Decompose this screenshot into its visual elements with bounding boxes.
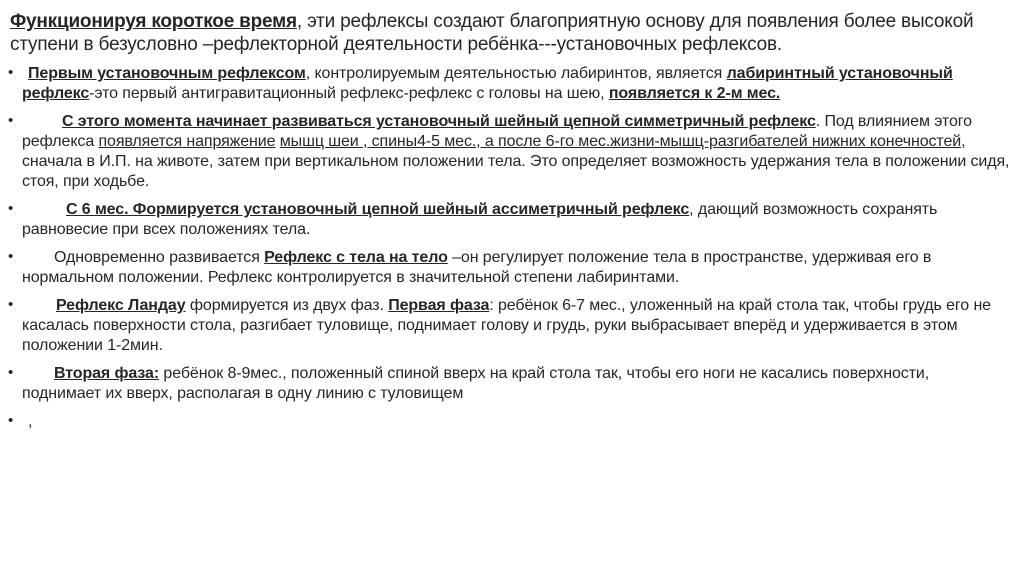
- item-text: –он регулирует положение тела в пространстве, удерживая его в нормальном положении. Рефлекс контролируется в значительной степени лабиринтами.: [22, 249, 932, 286]
- title-rest: , эти рефлексы создают благоприятную основу для появления более высокой ступени в безусловно –рефлекторной деятельности ребёнка---установочных рефлексов.: [10, 11, 974, 55]
- item-text: мышц шеи , спины4-5 мес., а после 6-го мес.жизни-мышц-разгибателей нижних конечностей: [279, 133, 962, 150]
- bullet-list: [6, 64, 1010, 432]
- item-text: , дающий возможность сохранять равновесие при всех положениях тела.: [22, 201, 938, 238]
- slide-title: [10, 10, 1010, 56]
- item-text: Рефлекс с тела на тело: [264, 249, 448, 266]
- list-item: [6, 200, 1010, 240]
- item-text: Первая фаза: [388, 297, 490, 314]
- item-text: : ребёнок 6-7 мес., уложенный на край стола так, чтобы грудь его не касалась поверхности стола, разгибает туловище, поднимает голову и грудь, руки выбрасывает вперёд и удерживается в этом положении 1-2мин.: [22, 297, 991, 354]
- item-text: Первым установочным рефлексом: [28, 65, 306, 82]
- item-text: появляется напряжение: [98, 133, 276, 150]
- item-text: Рефлекс Ландау: [56, 297, 186, 314]
- bullet-icon: •: [8, 248, 14, 265]
- bullet-icon: •: [8, 64, 14, 81]
- list-item: [6, 112, 1010, 192]
- item-text: -это первый антигравитационный рефлекс-рефлекс с головы на шею,: [89, 85, 609, 102]
- item-text: . Под влиянием этого рефлекса: [22, 113, 972, 150]
- item-text: С этого момента начинает развиваться установочный шейный цепной симметричный рефлекс: [62, 113, 816, 130]
- list-item: [6, 412, 1010, 432]
- list-item: [6, 64, 1010, 104]
- item-text: появляется к 2-м мес.: [608, 85, 781, 102]
- bullet-icon: •: [8, 112, 14, 129]
- item-text: С 6 мес. Формируется установочный цепной шейный ассиметричный рефлекс: [66, 201, 690, 218]
- item-text: ребёнок 8-9мес., положенный спиной вверх на край стола так, чтобы его ноги не касались поверхности, поднимает их вверх, располагая в одну линию с туловищем: [22, 365, 930, 402]
- bullet-icon: •: [8, 296, 14, 313]
- bullet-icon: •: [8, 412, 14, 429]
- list-item: [6, 364, 1010, 404]
- item-text: формируется из двух фаз.: [185, 297, 389, 314]
- item-text: лабиринтный установочный рефлекс: [22, 65, 953, 102]
- bullet-icon: •: [8, 364, 14, 381]
- item-text: , сначала в И.П. на животе, затем при вертикальном положении тела. Это определяет возможность удержания тела в положении сидя, стоя, при ходьбе.: [22, 133, 1010, 190]
- list-item: [6, 248, 1010, 288]
- item-text: Вторая фаза:: [54, 365, 160, 382]
- title-lead: Функционируя короткое время: [10, 11, 297, 32]
- bullet-icon: •: [8, 200, 14, 217]
- item-text: ,: [28, 413, 33, 430]
- item-text: Одновременно развивается: [54, 249, 265, 266]
- item-text: , контролируемым деятельностью лабиринтов, является: [305, 65, 727, 82]
- list-item: [6, 296, 1010, 356]
